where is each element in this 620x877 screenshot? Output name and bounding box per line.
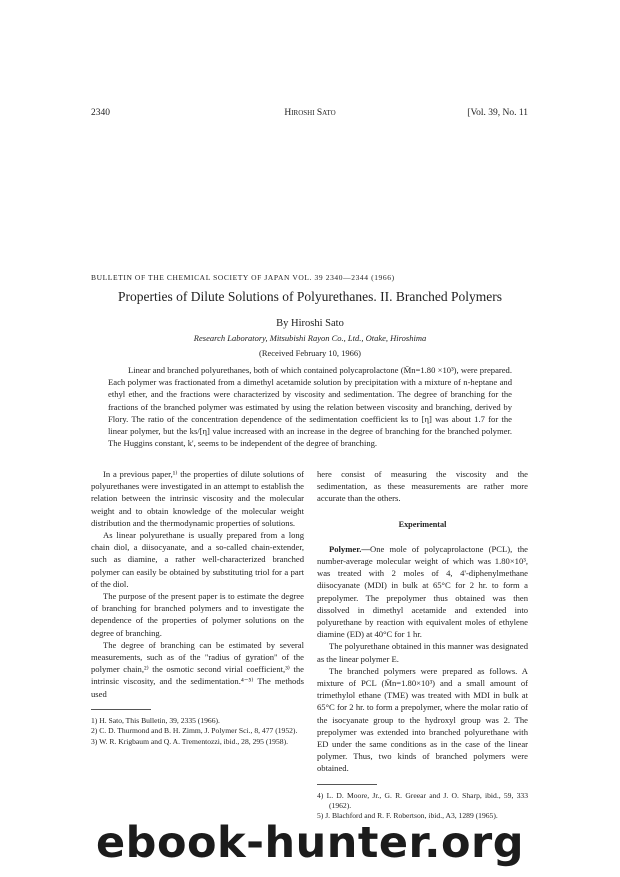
footnote: 3) W. R. Krigbaum and Q. A. Trementozzi, ibid., 28, 295 (1958). bbox=[91, 736, 289, 746]
watermark: ebook-hunter.org bbox=[96, 818, 524, 868]
footnote: 2) C. D. Thurmond and B. H. Zimm, J. Polymer Sci., 8, 477 (1952). bbox=[91, 726, 298, 736]
affiliation: Research Laboratory, Mitsubishi Rayon Co., Ltd., Otake, Hiroshima bbox=[193, 333, 427, 343]
footnote: 1) H. Sato, This Bulletin, 39, 2335 (1966). bbox=[91, 715, 220, 725]
body-paragraph: The purpose of the present paper is to estimate the degree of branching for branched polymers and to investigate the dependence of the properties of polymer solutions on the degree of branching. bbox=[91, 591, 304, 638]
body-paragraph: As linear polyurethane is usually prepared from a long chain diol, a diisocyanate, and a so-called chain-extender, such as diamine, a rather well-characterized branched polymer can easily be obtained by substituting triol for a part of the diol. bbox=[91, 530, 304, 589]
polymer-paragraph bbox=[317, 543, 528, 641]
volume-info: [Vol. 39, No. 11 bbox=[467, 108, 528, 118]
journal-line: BULLETIN OF THE CHEMICAL SOCIETY OF JAPAN VOL. 39 2340—2344 (1966) bbox=[91, 273, 395, 282]
body-paragraph: The branched polymers were prepared as follows. A mixture of PCL (M̄n=1.80×10³) and a small amount of trimethylol ethane (TME) was treated with MDI in bulk at 65°C for 2 hr. to form a prepolymer, where the molar ratio of the isocyanate group to the hydroxyl group was 2. The prepolymer was extended into branched polyurethane with ED under the same conditions as in the case of the linear polymer. Thus, two kinds of branched polymers were obtained. bbox=[317, 665, 528, 774]
polymer-paragraph-text: One mole of polycaprolactone (PCL), the number-average molecular weight of which was 1.80×10³, was treated with 2 moles of 4, 4'-diphenylmethane diisocyanate (MDI) in bulk at 65°C for 2 hr. to form a prepolymer. The prepolymer thus obtained was then dissolved in dimethyl acetamide and extended into polyurethane by reaction with equivalent moles of ethylene diamine (ED) at 40°C for 1 hr. bbox=[317, 543, 528, 640]
runin-heading: Polymer.— bbox=[329, 543, 370, 554]
running-head-author: Hiroshi Sato bbox=[284, 108, 336, 118]
footnote: 5) J. Blachford and R. F. Robertson, ibid., A3, 1289 (1965). bbox=[317, 811, 498, 821]
footnote-rule bbox=[91, 709, 151, 710]
continuation-paragraph: here consist of measuring the viscosity and the sedimentation, as these measurements are rather more accurate than the others. bbox=[317, 469, 528, 504]
body-paragraph: The degree of branching can be estimated by several measurements, such as of the "radius of gyration" of the polymer chain,²⁾ the osmotic second virial coefficient,³⁾ the intrinsic viscosity, and the sedimentation.⁴⁻⁵⁾ The methods used bbox=[91, 639, 304, 699]
page-number: 2340 bbox=[91, 108, 110, 118]
article-title: Properties of Dilute Solutions of Polyurethanes. II. Branched Polymers bbox=[118, 289, 502, 304]
footnote: 4) L. D. Moore, Jr., G. R. Greear and J. O. Sharp, ibid., 59, 333 (1962). bbox=[317, 790, 528, 811]
received-date: (Received February 10, 1966) bbox=[259, 348, 361, 358]
footnote-rule bbox=[317, 784, 377, 785]
section-heading: Experimental bbox=[398, 519, 447, 529]
left-column bbox=[91, 468, 304, 747]
footnotes-left bbox=[91, 716, 304, 747]
body-paragraph: The polyurethane obtained in this manner was designated as the linear polymer E. bbox=[317, 641, 528, 664]
intro-paragraph: In a previous paper,¹⁾ the properties of dilute solutions of polyurethanes were investigated in an attempt to establish the relation between the intrinsic viscosity and the molecular weight and to obtain knowledge of the molecular weight distribution and the thermodynamic properties of solutions. bbox=[91, 469, 304, 528]
author-line: By Hiroshi Sato bbox=[276, 318, 344, 329]
abstract: Linear and branched polyurethanes, both of which contained polycaprolactone (M̄n=1.80 ×10³), were prepared. Each polymer was fractionated from a dimethyl acetamide solution by precipitation with a mixture of n-heptane and ethyl ether, and the fractions were characterized by viscosity and sedimentation. The degree of branching for the fractions of the branched polymer was estimated by using the relation between viscosity and branching, derived by Flory. The ratio of the concentration dependence of the sedimentation coefficient ks to [η] was about 1.7 for the linear polymer, but the ks/[η] value increased with an increase in the degree of branching for the branched polymer. The Huggins constant, k', seems to be independent of the degree of branching. bbox=[108, 365, 512, 449]
right-column bbox=[317, 468, 528, 822]
